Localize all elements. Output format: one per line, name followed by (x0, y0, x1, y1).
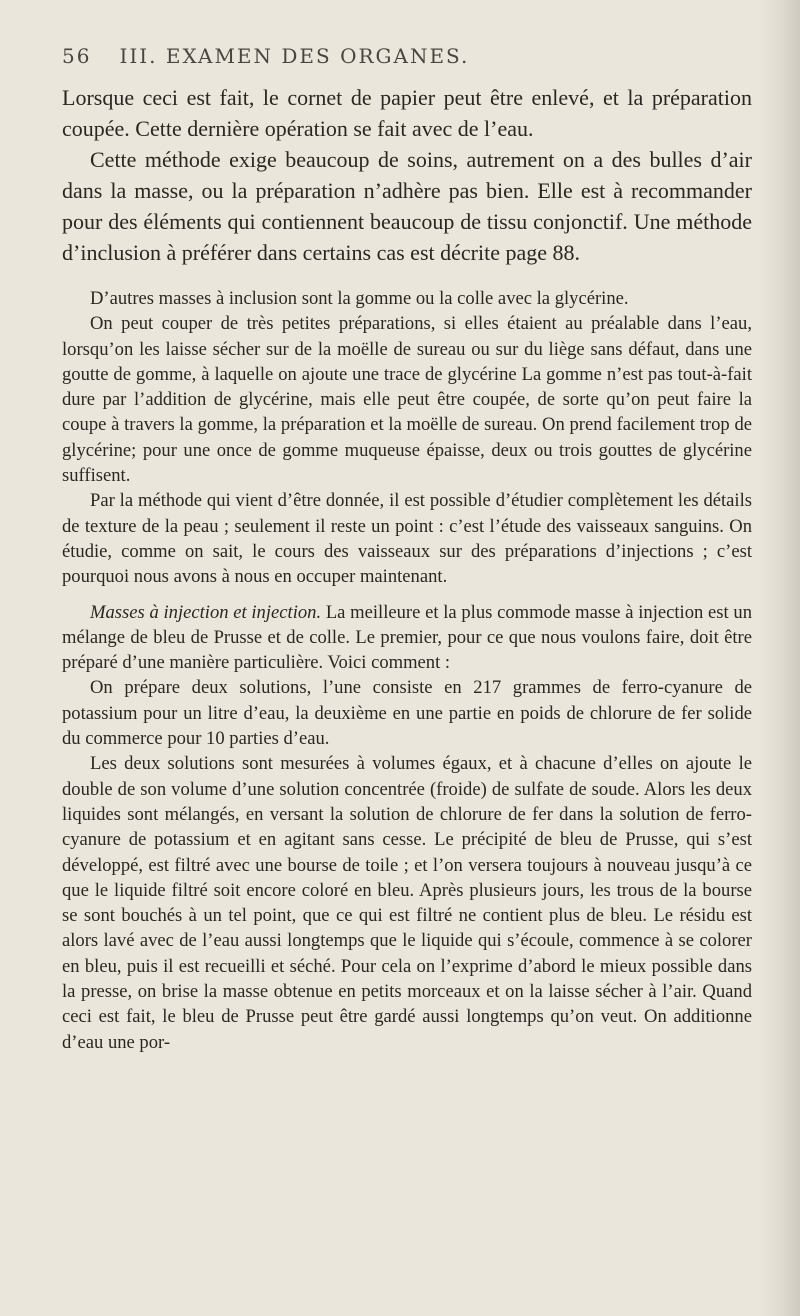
running-title: III. EXAMEN DES ORGANES. (119, 44, 470, 68)
small-text-block (62, 286, 752, 1055)
section-heading: Masses à injection et injection. (90, 601, 322, 623)
injection-intro-paragraph (62, 600, 752, 676)
injection-intro-text: La meilleure et la plus commode masse à injection est un mélange de bleu de Prusse et de colle. Le premier, pour ce que nous voulons faire, doit être préparé d’une manière particulière. Voici comment : (62, 601, 752, 674)
paragraph: Cette méthode exige beaucoup de soins, autrement on a des bulles d’air dans la masse, ou la préparation n’adhère pas bien. Elle est à recommander pour des éléments qui contiennent beaucoup de tissu conjonctif. Une méthode d’inclusion à préférer dans certains cas est décrite page 88. (62, 147, 752, 265)
running-header (62, 44, 742, 68)
paragraph: On peut couper de très petites préparations, si elles étaient au préalable dans l’eau, lorsqu’on les laisse sécher sur de la moëlle de sureau ou sur du liège sans défaut, dans une goutte de gomme, à laquelle on ajoute une trace de glycérine La gomme n’est pas tout-à-fait dure par l’addition de glycérine, mais elle peut être coupée, de sorte qu’on peut faire la coupe à travers la gomme, la préparation et la moëlle de sureau. On prend facilement trop de glycérine; pour une once de gomme muqueuse épaisse, deux ou trois gouttes de glycérine suffisent. (62, 313, 752, 487)
page-body (62, 82, 752, 1055)
large-text-block (62, 82, 752, 268)
paragraph: D’autres masses à inclusion sont la gomme ou la colle avec la glycérine. (90, 288, 629, 309)
paragraph: Les deux solutions sont mesurées à volumes égaux, et à chacune d’elles on ajoute le double de son volume d’une solution concentrée (froide) de sulfate de soude. Alors les deux liquides sont mélangés, en versant la solution de chlorure de fer dans la solution de ferro-cyanure de potassium et en agitant sans cesse. Le précipité de bleu de Prusse, qui s’est développé, est filtré avec une bourse de toile ; et l’on versera toujours à nouveau jusqu’à ce que le liquide filtré soit encore coloré en bleu. Après plusieurs jours, les trous de la bourse se sont bouchés à un tel point, que ce qui est filtré ne contient plus de bleu. Le résidu est alors lavé avec de l’eau aussi longtemps que le liquide qui s’écoule, commence à se colorer en bleu, puis il est recueilli et séché. Pour cela on l’exprime d’abord le mieux possible dans la presse, on brise la masse obtenue en petits morceaux et on la laisse sécher à l’air. Quand ceci est fait, le bleu de Prusse peut être gardé aussi longtemps qu’on veut. On additionne d’eau une por- (62, 753, 752, 1053)
page-number: 56 (62, 44, 92, 68)
paragraph: Par la méthode qui vient d’être donnée, il est possible d’étudier complètement les détails de texture de la peau ; seulement il reste un point : c’est l’étude des vaisseaux sanguins. On étudie, comme on sait, le cours des vaisseaux sur des préparations d’injections ; c’est pourquoi nous avons à nous en occuper maintenant. (62, 490, 752, 588)
paragraph: On prépare deux solutions, l’une consiste en 217 grammes de ferro-cyanure de potassium pour un litre d’eau, la deuxième en une partie en poids de chlorure de fer solide du commerce pour 10 parties d’eau. (62, 677, 752, 750)
paragraph: Lorsque ceci est fait, le cornet de papier peut être enlevé, et la préparation coupée. Cette dernière opération se fait avec de l’eau. (62, 85, 752, 141)
